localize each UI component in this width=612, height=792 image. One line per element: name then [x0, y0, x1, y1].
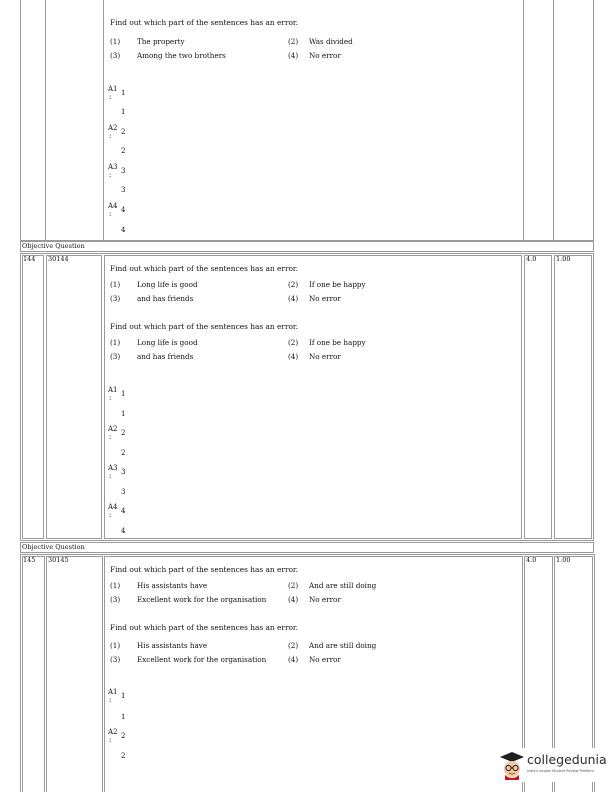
answer-colon: : [109, 472, 112, 480]
answer-repeat: 2 [121, 752, 126, 760]
answer-value: 1 [121, 390, 126, 398]
option-number: (2) [288, 641, 299, 650]
answer-value: 4 [121, 206, 126, 214]
answer-repeat: 1 [121, 108, 126, 116]
answer-value: 4 [121, 507, 126, 515]
question-id: 30145 [48, 556, 69, 564]
option-text: and has friends [137, 294, 194, 303]
answer-label: A4 [108, 503, 118, 511]
option-text: His assistants have [137, 641, 208, 650]
marks: 4.0 [526, 255, 537, 263]
option-number: (3) [110, 352, 121, 361]
answer-label: A4 [108, 202, 118, 210]
option-number: (3) [110, 655, 121, 664]
answer-colon: : [109, 696, 112, 704]
option-number: (4) [288, 655, 299, 664]
option-text: And are still doing [309, 581, 377, 590]
option-number: (2) [288, 338, 299, 347]
answer-colon: : [109, 171, 112, 179]
answer-repeat: 4 [121, 226, 126, 234]
option-number: (2) [288, 280, 299, 289]
option-text: No error [309, 294, 341, 303]
answer-colon: : [109, 394, 112, 402]
answer-repeat: 1 [121, 410, 126, 418]
question-number: 145 [23, 556, 36, 564]
answer-colon: : [109, 511, 112, 519]
option-text: If one be happy [309, 338, 366, 347]
option-number: (3) [110, 595, 121, 604]
option-number: (4) [288, 595, 299, 604]
option-number: (1) [110, 37, 121, 46]
question-text: Find out which part of the sentences has an error. [110, 322, 299, 331]
option-number: (1) [110, 338, 121, 347]
answer-colon: : [109, 210, 112, 218]
option-text: The property [137, 37, 185, 46]
negative-marks: 1.00 [556, 255, 571, 263]
option-number: (2) [288, 37, 299, 46]
option-number: (4) [288, 352, 299, 361]
option-text: And are still doing [309, 641, 377, 650]
answer-repeat: 3 [121, 186, 126, 194]
option-text: No error [309, 51, 341, 60]
option-text: Among the two brothers [137, 51, 226, 60]
collegedunia-watermark [496, 748, 608, 782]
answer-value: 2 [121, 429, 126, 437]
option-text: If one be happy [309, 280, 366, 289]
brand-name: collegedunia [527, 752, 607, 767]
answer-colon: : [109, 93, 112, 101]
option-number: (4) [288, 51, 299, 60]
answer-value: 2 [121, 128, 126, 136]
option-text: Excellent work for the organisation [137, 655, 267, 664]
answer-value: 3 [121, 468, 126, 476]
answer-colon: : [109, 433, 112, 441]
answer-label: A2 [108, 728, 118, 736]
negative-marks: 1.00 [556, 556, 571, 564]
answer-repeat: 2 [121, 449, 126, 457]
answer-repeat: 2 [121, 147, 126, 155]
answer-label: A1 [108, 688, 118, 696]
question-text: Find out which part of the sentences has an error. [110, 264, 299, 273]
answer-repeat: 1 [121, 713, 126, 721]
answer-value: 3 [121, 167, 126, 175]
brand-tagline: India's largest Student Review Platform [527, 769, 594, 773]
answer-value: 1 [121, 89, 126, 97]
option-text: His assistants have [137, 581, 208, 590]
option-number: (3) [110, 294, 121, 303]
answer-label: A3 [108, 464, 118, 472]
answer-value: 2 [121, 732, 126, 740]
option-text: Was divided [309, 37, 353, 46]
question-number: 144 [23, 255, 36, 263]
option-text: No error [309, 655, 341, 664]
answer-label: A1 [108, 386, 118, 394]
option-text: Excellent work for the organisation [137, 595, 267, 604]
question-text: Find out which part of the sentences has an error. [110, 18, 299, 27]
option-number: (2) [288, 581, 299, 590]
answer-value: 1 [121, 692, 126, 700]
option-text: No error [309, 352, 341, 361]
answer-repeat: 3 [121, 488, 126, 496]
section-label: Objective Question [22, 242, 85, 250]
answer-label: A1 [108, 85, 118, 93]
option-text: No error [309, 595, 341, 604]
answer-label: A3 [108, 163, 118, 171]
option-number: (1) [110, 280, 121, 289]
answer-colon: : [109, 132, 112, 140]
option-text: and has friends [137, 352, 194, 361]
option-number: (4) [288, 294, 299, 303]
answer-colon: : [109, 736, 112, 744]
answer-repeat: 4 [121, 527, 126, 535]
graduate-mascot-icon [498, 750, 526, 780]
question-text: Find out which part of the sentences has an error. [110, 565, 299, 574]
marks: 4.0 [526, 556, 537, 564]
option-number: (1) [110, 581, 121, 590]
answer-label: A2 [108, 425, 118, 433]
section-label: Objective Question [22, 543, 85, 551]
option-number: (1) [110, 641, 121, 650]
question-text: Find out which part of the sentences has an error. [110, 623, 299, 632]
answer-label: A2 [108, 124, 118, 132]
question-id: 30144 [48, 255, 69, 263]
option-text: Long life is good [137, 280, 198, 289]
option-number: (3) [110, 51, 121, 60]
option-text: Long life is good [137, 338, 198, 347]
